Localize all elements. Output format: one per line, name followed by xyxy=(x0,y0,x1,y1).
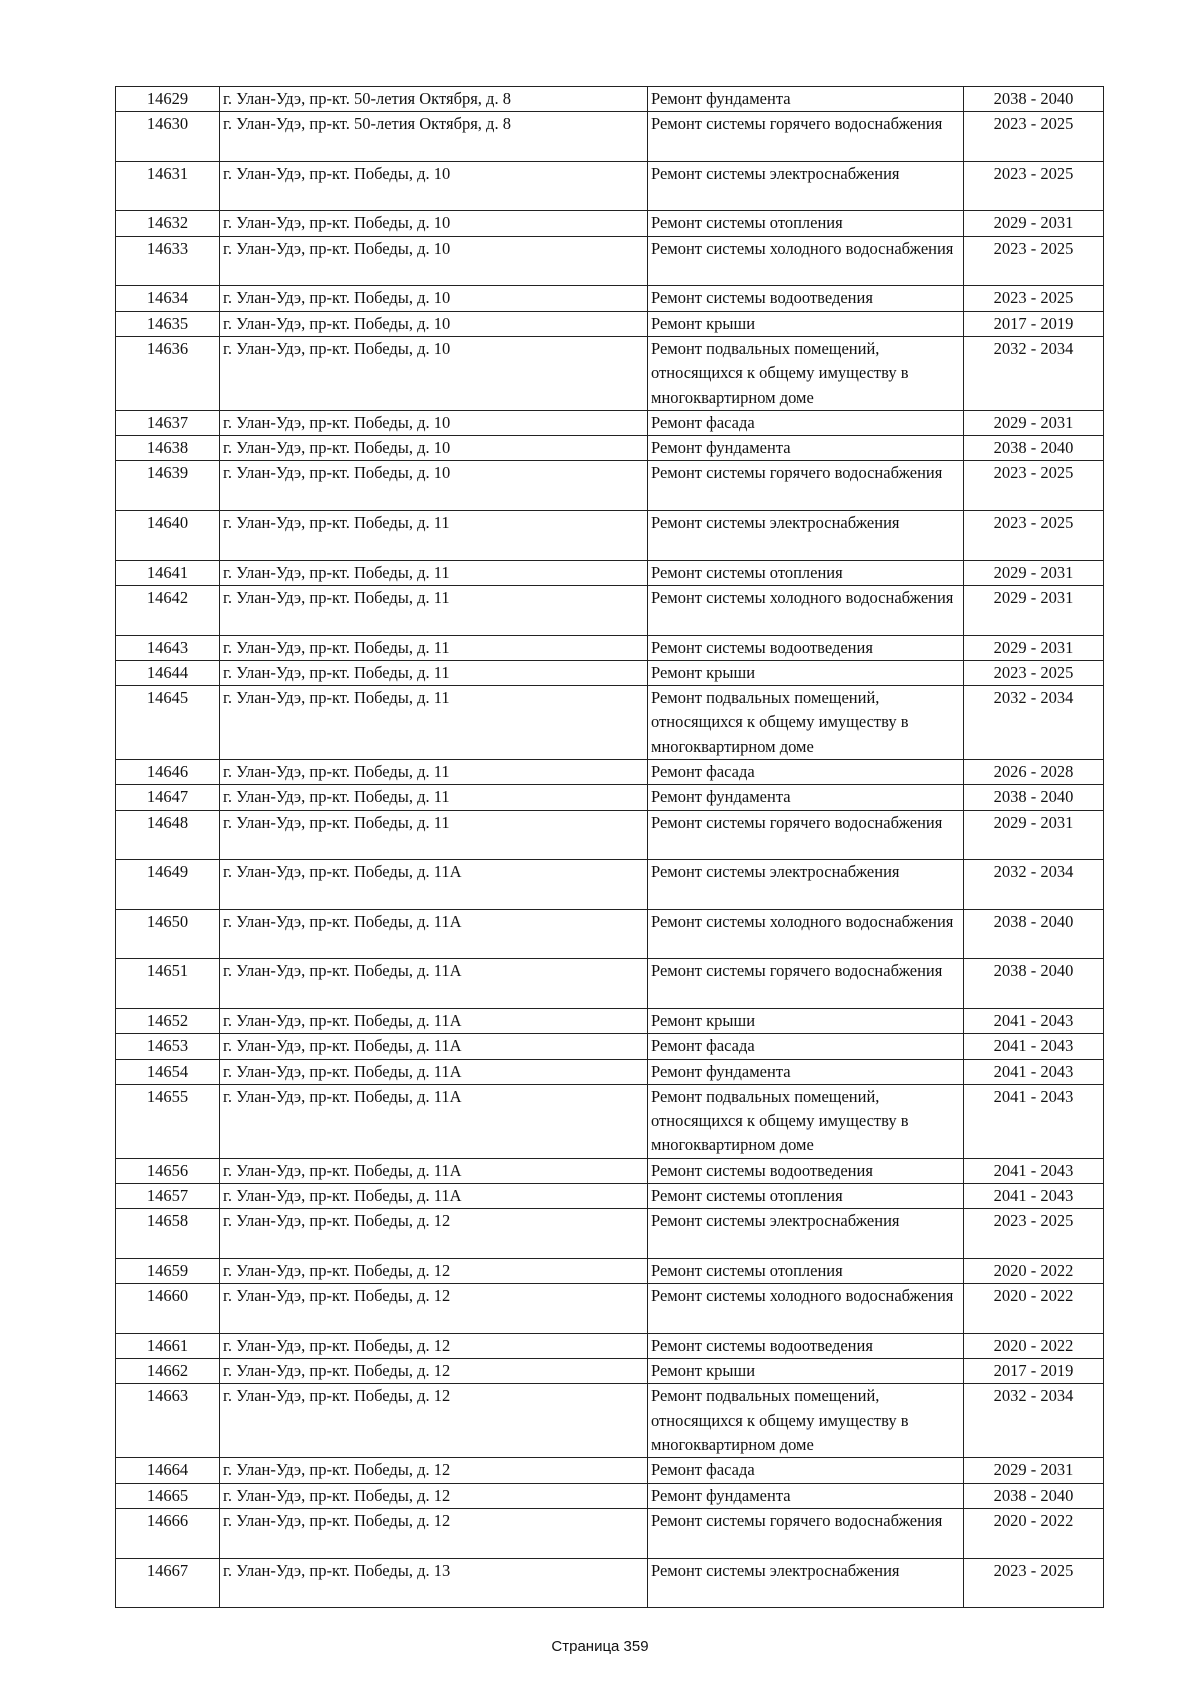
address-cell: г. Улан-Удэ, пр-кт. 50-летия Октября, д. 8 xyxy=(220,87,648,112)
table-row xyxy=(116,860,1104,910)
period-cell: 2038 - 2040 xyxy=(964,436,1104,461)
work-type-cell: Ремонт системы электроснабжения xyxy=(648,1558,964,1608)
address-cell: г. Улан-Удэ, пр-кт. Победы, д. 11А xyxy=(220,1008,648,1033)
table-row xyxy=(116,959,1104,1009)
period-cell: 2038 - 2040 xyxy=(964,87,1104,112)
period-cell: 2023 - 2025 xyxy=(964,112,1104,162)
row-number: 14634 xyxy=(116,286,220,311)
table-row xyxy=(116,1458,1104,1483)
period-cell: 2032 - 2034 xyxy=(964,1384,1104,1458)
table-row xyxy=(116,1034,1104,1059)
period-cell: 2038 - 2040 xyxy=(964,909,1104,959)
row-number: 14666 xyxy=(116,1508,220,1558)
row-number: 14661 xyxy=(116,1333,220,1358)
period-cell: 2023 - 2025 xyxy=(964,660,1104,685)
period-cell: 2029 - 2031 xyxy=(964,410,1104,435)
table-row xyxy=(116,1084,1104,1158)
row-number: 14665 xyxy=(116,1483,220,1508)
address-cell: г. Улан-Удэ, пр-кт. Победы, д. 12 xyxy=(220,1359,648,1384)
table-row xyxy=(116,810,1104,860)
period-cell: 2023 - 2025 xyxy=(964,286,1104,311)
row-number: 14659 xyxy=(116,1258,220,1283)
work-type-cell: Ремонт системы электроснабжения xyxy=(648,161,964,211)
row-number: 14643 xyxy=(116,635,220,660)
work-type-cell: Ремонт крыши xyxy=(648,1008,964,1033)
address-cell: г. Улан-Удэ, пр-кт. Победы, д. 11А xyxy=(220,1184,648,1209)
row-number: 14655 xyxy=(116,1084,220,1158)
row-number: 14644 xyxy=(116,660,220,685)
work-type-cell: Ремонт фундамента xyxy=(648,1483,964,1508)
row-number: 14647 xyxy=(116,785,220,810)
table-row xyxy=(116,1558,1104,1608)
table-row xyxy=(116,511,1104,561)
work-type-cell: Ремонт системы холодного водоснабжения xyxy=(648,909,964,959)
address-cell: г. Улан-Удэ, пр-кт. Победы, д. 11 xyxy=(220,686,648,760)
row-number: 14629 xyxy=(116,87,220,112)
address-cell: г. Улан-Удэ, пр-кт. Победы, д. 10 xyxy=(220,410,648,435)
work-type-cell: Ремонт фасада xyxy=(648,1034,964,1059)
row-number: 14664 xyxy=(116,1458,220,1483)
row-number: 14660 xyxy=(116,1284,220,1334)
period-cell: 2023 - 2025 xyxy=(964,1209,1104,1259)
address-cell: г. Улан-Удэ, пр-кт. Победы, д. 12 xyxy=(220,1458,648,1483)
work-type-cell: Ремонт подвальных помещений, относящихся к общему имуществу в многоквартирном доме xyxy=(648,1084,964,1158)
table-row xyxy=(116,760,1104,785)
period-cell: 2041 - 2043 xyxy=(964,1084,1104,1158)
work-type-cell: Ремонт подвальных помещений, относящихся к общему имуществу в многоквартирном доме xyxy=(648,686,964,760)
table-row xyxy=(116,1333,1104,1358)
table-row xyxy=(116,211,1104,236)
period-cell: 2041 - 2043 xyxy=(964,1158,1104,1183)
address-cell: г. Улан-Удэ, пр-кт. Победы, д. 11 xyxy=(220,785,648,810)
address-cell: г. Улан-Удэ, пр-кт. Победы, д. 11 xyxy=(220,810,648,860)
table-row xyxy=(116,311,1104,336)
table-row xyxy=(116,1384,1104,1458)
page-number: Страница 359 xyxy=(551,1638,649,1655)
table-row xyxy=(116,461,1104,511)
table-row xyxy=(116,635,1104,660)
table-row xyxy=(116,410,1104,435)
address-cell: г. Улан-Удэ, пр-кт. Победы, д. 10 xyxy=(220,161,648,211)
table-row xyxy=(116,785,1104,810)
address-cell: г. Улан-Удэ, пр-кт. Победы, д. 12 xyxy=(220,1483,648,1508)
row-number: 14636 xyxy=(116,336,220,410)
period-cell: 2020 - 2022 xyxy=(964,1284,1104,1334)
address-cell: г. Улан-Удэ, пр-кт. Победы, д. 12 xyxy=(220,1284,648,1334)
row-number: 14663 xyxy=(116,1384,220,1458)
period-cell: 2029 - 2031 xyxy=(964,1458,1104,1483)
period-cell: 2029 - 2031 xyxy=(964,810,1104,860)
work-type-cell: Ремонт системы водоотведения xyxy=(648,635,964,660)
period-cell: 2029 - 2031 xyxy=(964,635,1104,660)
period-cell: 2026 - 2028 xyxy=(964,760,1104,785)
row-number: 14654 xyxy=(116,1059,220,1084)
table-row xyxy=(116,161,1104,211)
address-cell: г. Улан-Удэ, пр-кт. Победы, д. 11А xyxy=(220,959,648,1009)
row-number: 14662 xyxy=(116,1359,220,1384)
address-cell: г. Улан-Удэ, пр-кт. Победы, д. 10 xyxy=(220,436,648,461)
work-type-cell: Ремонт системы водоотведения xyxy=(648,1333,964,1358)
period-cell: 2029 - 2031 xyxy=(964,560,1104,585)
address-cell: г. Улан-Удэ, пр-кт. Победы, д. 11А xyxy=(220,1084,648,1158)
period-cell: 2017 - 2019 xyxy=(964,311,1104,336)
address-cell: г. Улан-Удэ, пр-кт. Победы, д. 10 xyxy=(220,211,648,236)
work-type-cell: Ремонт системы водоотведения xyxy=(648,1158,964,1183)
address-cell: г. Улан-Удэ, пр-кт. Победы, д. 11А xyxy=(220,909,648,959)
work-type-cell: Ремонт системы холодного водоснабжения xyxy=(648,1284,964,1334)
work-type-cell: Ремонт подвальных помещений, относящихся к общему имуществу в многоквартирном доме xyxy=(648,336,964,410)
row-number: 14640 xyxy=(116,511,220,561)
work-type-cell: Ремонт системы отопления xyxy=(648,560,964,585)
work-type-cell: Ремонт фундамента xyxy=(648,436,964,461)
row-number: 14635 xyxy=(116,311,220,336)
row-number: 14646 xyxy=(116,760,220,785)
work-type-cell: Ремонт фундамента xyxy=(648,87,964,112)
row-number: 14645 xyxy=(116,686,220,760)
table-row xyxy=(116,436,1104,461)
period-cell: 2023 - 2025 xyxy=(964,1558,1104,1608)
period-cell: 2038 - 2040 xyxy=(964,1483,1104,1508)
work-type-cell: Ремонт фасада xyxy=(648,410,964,435)
address-cell: г. Улан-Удэ, пр-кт. Победы, д. 12 xyxy=(220,1209,648,1259)
table-row xyxy=(116,286,1104,311)
work-type-cell: Ремонт системы горячего водоснабжения xyxy=(648,959,964,1009)
table-row xyxy=(116,112,1104,162)
work-type-cell: Ремонт крыши xyxy=(648,660,964,685)
row-number: 14658 xyxy=(116,1209,220,1259)
period-cell: 2020 - 2022 xyxy=(964,1508,1104,1558)
work-type-cell: Ремонт фундамента xyxy=(648,1059,964,1084)
address-cell: г. Улан-Удэ, пр-кт. Победы, д. 12 xyxy=(220,1384,648,1458)
period-cell: 2032 - 2034 xyxy=(964,860,1104,910)
row-number: 14656 xyxy=(116,1158,220,1183)
address-cell: г. Улан-Удэ, пр-кт. Победы, д. 11А xyxy=(220,1158,648,1183)
row-number: 14651 xyxy=(116,959,220,1009)
row-number: 14657 xyxy=(116,1184,220,1209)
table-row xyxy=(116,87,1104,112)
work-type-cell: Ремонт системы отопления xyxy=(648,211,964,236)
period-cell: 2023 - 2025 xyxy=(964,511,1104,561)
period-cell: 2041 - 2043 xyxy=(964,1184,1104,1209)
period-cell: 2020 - 2022 xyxy=(964,1258,1104,1283)
row-number: 14632 xyxy=(116,211,220,236)
row-number: 14633 xyxy=(116,236,220,286)
table-body xyxy=(116,87,1104,1608)
repair-schedule-table xyxy=(115,86,1104,1608)
row-number: 14631 xyxy=(116,161,220,211)
work-type-cell: Ремонт системы горячего водоснабжения xyxy=(648,461,964,511)
row-number: 14650 xyxy=(116,909,220,959)
table-row xyxy=(116,1209,1104,1259)
work-type-cell: Ремонт фасада xyxy=(648,1458,964,1483)
work-type-cell: Ремонт крыши xyxy=(648,1359,964,1384)
period-cell: 2041 - 2043 xyxy=(964,1059,1104,1084)
table-row xyxy=(116,1158,1104,1183)
address-cell: г. Улан-Удэ, пр-кт. Победы, д. 12 xyxy=(220,1258,648,1283)
period-cell: 2020 - 2022 xyxy=(964,1333,1104,1358)
period-cell: 2038 - 2040 xyxy=(964,959,1104,1009)
row-number: 14648 xyxy=(116,810,220,860)
work-type-cell: Ремонт системы холодного водоснабжения xyxy=(648,585,964,635)
address-cell: г. Улан-Удэ, пр-кт. Победы, д. 11 xyxy=(220,660,648,685)
address-cell: г. Улан-Удэ, пр-кт. Победы, д. 11 xyxy=(220,560,648,585)
table-row xyxy=(116,1359,1104,1384)
address-cell: г. Улан-Удэ, пр-кт. Победы, д. 10 xyxy=(220,461,648,511)
row-number: 14642 xyxy=(116,585,220,635)
row-number: 14652 xyxy=(116,1008,220,1033)
table-row xyxy=(116,585,1104,635)
address-cell: г. Улан-Удэ, пр-кт. Победы, д. 10 xyxy=(220,311,648,336)
address-cell: г. Улан-Удэ, пр-кт. Победы, д. 13 xyxy=(220,1558,648,1608)
work-type-cell: Ремонт системы горячего водоснабжения xyxy=(648,1508,964,1558)
address-cell: г. Улан-Удэ, пр-кт. Победы, д. 11А xyxy=(220,860,648,910)
period-cell: 2017 - 2019 xyxy=(964,1359,1104,1384)
work-type-cell: Ремонт системы отопления xyxy=(648,1184,964,1209)
work-type-cell: Ремонт системы отопления xyxy=(648,1258,964,1283)
period-cell: 2023 - 2025 xyxy=(964,461,1104,511)
address-cell: г. Улан-Удэ, пр-кт. Победы, д. 12 xyxy=(220,1508,648,1558)
address-cell: г. Улан-Удэ, пр-кт. Победы, д. 12 xyxy=(220,1333,648,1358)
table-row xyxy=(116,336,1104,410)
table-row xyxy=(116,1184,1104,1209)
period-cell: 2041 - 2043 xyxy=(964,1034,1104,1059)
table-row xyxy=(116,1508,1104,1558)
table-row xyxy=(116,1008,1104,1033)
address-cell: г. Улан-Удэ, пр-кт. Победы, д. 10 xyxy=(220,336,648,410)
work-type-cell: Ремонт системы электроснабжения xyxy=(648,1209,964,1259)
row-number: 14653 xyxy=(116,1034,220,1059)
period-cell: 2038 - 2040 xyxy=(964,785,1104,810)
work-type-cell: Ремонт системы электроснабжения xyxy=(648,511,964,561)
work-type-cell: Ремонт подвальных помещений, относящихся к общему имуществу в многоквартирном доме xyxy=(648,1384,964,1458)
period-cell: 2029 - 2031 xyxy=(964,211,1104,236)
row-number: 14667 xyxy=(116,1558,220,1608)
address-cell: г. Улан-Удэ, пр-кт. Победы, д. 10 xyxy=(220,286,648,311)
period-cell: 2023 - 2025 xyxy=(964,161,1104,211)
address-cell: г. Улан-Удэ, пр-кт. Победы, д. 10 xyxy=(220,236,648,286)
period-cell: 2023 - 2025 xyxy=(964,236,1104,286)
address-cell: г. Улан-Удэ, пр-кт. Победы, д. 11 xyxy=(220,635,648,660)
work-type-cell: Ремонт фундамента xyxy=(648,785,964,810)
table-row xyxy=(116,686,1104,760)
address-cell: г. Улан-Удэ, пр-кт. Победы, д. 11 xyxy=(220,760,648,785)
work-type-cell: Ремонт системы водоотведения xyxy=(648,286,964,311)
address-cell: г. Улан-Удэ, пр-кт. Победы, д. 11 xyxy=(220,585,648,635)
work-type-cell: Ремонт системы горячего водоснабжения xyxy=(648,810,964,860)
work-type-cell: Ремонт фасада xyxy=(648,760,964,785)
table-row xyxy=(116,236,1104,286)
table-row xyxy=(116,560,1104,585)
work-type-cell: Ремонт крыши xyxy=(648,311,964,336)
work-type-cell: Ремонт системы холодного водоснабжения xyxy=(648,236,964,286)
table-row xyxy=(116,1258,1104,1283)
table-row xyxy=(116,1059,1104,1084)
address-cell: г. Улан-Удэ, пр-кт. Победы, д. 11А xyxy=(220,1034,648,1059)
period-cell: 2041 - 2043 xyxy=(964,1008,1104,1033)
table-row xyxy=(116,909,1104,959)
address-cell: г. Улан-Удэ, пр-кт. Победы, д. 11А xyxy=(220,1059,648,1084)
row-number: 14630 xyxy=(116,112,220,162)
row-number: 14649 xyxy=(116,860,220,910)
address-cell: г. Улан-Удэ, пр-кт. 50-летия Октября, д. 8 xyxy=(220,112,648,162)
work-type-cell: Ремонт системы горячего водоснабжения xyxy=(648,112,964,162)
row-number: 14641 xyxy=(116,560,220,585)
period-cell: 2032 - 2034 xyxy=(964,686,1104,760)
work-type-cell: Ремонт системы электроснабжения xyxy=(648,860,964,910)
row-number: 14638 xyxy=(116,436,220,461)
table-row xyxy=(116,660,1104,685)
period-cell: 2029 - 2031 xyxy=(964,585,1104,635)
table-row xyxy=(116,1284,1104,1334)
table-row xyxy=(116,1483,1104,1508)
row-number: 14637 xyxy=(116,410,220,435)
period-cell: 2032 - 2034 xyxy=(964,336,1104,410)
row-number: 14639 xyxy=(116,461,220,511)
address-cell: г. Улан-Удэ, пр-кт. Победы, д. 11 xyxy=(220,511,648,561)
